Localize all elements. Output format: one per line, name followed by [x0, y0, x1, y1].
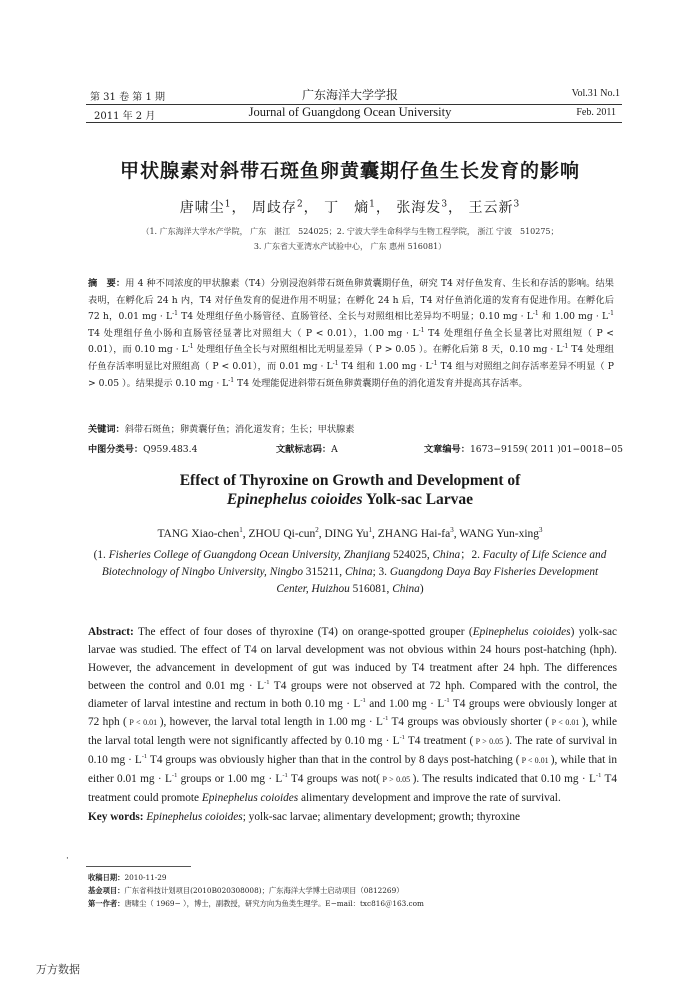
author-affil: 3	[441, 199, 449, 210]
species-name: Epinephelus coioides	[226, 491, 363, 508]
clc-label: 中图分类号：	[88, 444, 144, 455]
abstract-text: ), while the larval total length were not significantly affected by 0.10 mg · L	[88, 716, 618, 747]
abstract-text: The effect of four doses of thyroxine (T4) on orange-spotted grouper (	[133, 626, 473, 638]
unit-exponent: -1	[360, 697, 366, 705]
unit-exponent: -1	[532, 310, 539, 318]
affil-part: Fisheries College of Guangdong Ocean University, Zhanjiang	[108, 549, 391, 561]
unit-exponent: -1	[282, 772, 288, 780]
species-name: Epinephelus coioides	[472, 626, 571, 638]
author-sep: ,	[318, 527, 325, 540]
author-name: 唐啸尘	[179, 200, 225, 216]
affil-part: Faculty of Life Science and Biotechnology of Ningbo University, Ningbo	[101, 549, 607, 578]
author-name: DING Yu	[324, 527, 369, 540]
p-value: P < 0.01	[549, 718, 582, 727]
title-en-line2	[0, 490, 700, 509]
author-affil: 1	[224, 199, 232, 210]
abstract-text: ). The results indicated that 0.10 mg · L	[412, 773, 596, 785]
abstract-text: T4 处理组仔鱼全长显著比对照组短（ P < 0.01），而 0.10 mg · L	[88, 327, 614, 356]
abstract-text: alimentary development and improve the rate of survival.	[298, 792, 561, 804]
author-name: 张海发	[396, 200, 442, 216]
unit-exponent: -1	[228, 376, 235, 384]
unit-exponent: -1	[172, 310, 178, 318]
journal-title-cn: 广东海洋大学学报	[301, 88, 398, 102]
affil-part: China	[392, 583, 420, 595]
unit-exponent: -1	[141, 753, 148, 761]
article-number	[424, 441, 623, 455]
abstract-text: ), while that in either 0.01 mg · L	[88, 754, 618, 785]
abstract-text: T4 groups were not observed at 72 hph. Compared with the control, the diameter of larval intestine and rectum in both 0.10 mg · L	[88, 680, 618, 710]
footnote-text: 唐啸尘（ 1969− ），博士，副教授，研究方向为鱼类生理学。E−mail：txc816＠163.com	[124, 899, 424, 908]
unit-exponent: -1	[418, 326, 425, 334]
article-title-cn: 甲状腺素对斜带石斑鱼卵黄囊期仔鱼生长发育的影响	[119, 160, 580, 182]
affil-part: )	[419, 583, 424, 595]
affil-part: ; 3.	[372, 566, 390, 578]
p-value: P > 0.05	[473, 737, 506, 746]
abstract-text: T4 组与对照组之间存活率差异不明显（ P > 0.05 ）。结果提示 0.10 mg · L	[88, 360, 614, 389]
abstract-text: T4 处理组仔鱼小肠管径、直肠管径、全长与对照组相比差异均不明显；0.10 mg · L	[177, 311, 533, 323]
footnote-text: 广东省科技计划项目(2010B020308008)；广东海洋大学博士启动项目（0812269）	[124, 886, 404, 895]
keywords-label-en: Key words:	[88, 811, 144, 823]
abstract-text: T4 处理组仔鱼小肠和直肠管径显著比对照组大（ P < 0.01），1.00 mg · L	[88, 327, 419, 339]
unit-exponent: -1	[264, 679, 270, 687]
abstract-en	[88, 623, 617, 826]
footnote-label: 第一作者：	[88, 899, 125, 908]
author-affil: 3	[450, 526, 454, 534]
species-name: Epinephelus coioides	[201, 792, 299, 804]
unit-exponent: -1	[595, 772, 602, 780]
title-en-line1: Effect of Thyroxine on Growth and Development of	[179, 472, 521, 489]
author-affil: 2	[296, 199, 304, 210]
footnote-received	[88, 873, 167, 883]
author-sep: ,	[242, 527, 249, 540]
author-affil: 1	[369, 199, 376, 210]
author-affil: 3	[513, 199, 521, 210]
abstract-text: T4 groups was obviously shorter (	[388, 716, 550, 728]
abstract-text: ), however, the larval total length in 1.00 mg · L	[159, 716, 383, 728]
doc-code	[276, 441, 338, 455]
header-rule-bottom	[86, 122, 622, 123]
journal-title-en: Journal of Guangdong Ocean University	[248, 105, 452, 119]
affil-part: China	[344, 566, 373, 578]
author-sep: ,	[371, 527, 378, 540]
volume-issue: 第 31 卷 第 1 期	[90, 92, 165, 103]
author-affil: 2	[315, 526, 319, 534]
author-affil: 3	[539, 526, 543, 534]
affil-part: 315211,	[302, 566, 345, 578]
author-name: WANG Yun-xing	[459, 527, 540, 540]
abstract-text: and 1.00 mg · L	[365, 698, 445, 710]
unit-exponent: -1	[171, 772, 178, 780]
article-number-value: 1673−9159( 2011 )01−0018−05	[469, 444, 623, 455]
author-affil: 1	[368, 526, 372, 534]
clc-value: Q959.483.4	[143, 444, 198, 455]
unit-exponent: -1	[332, 359, 339, 367]
abstract-text: 和 1.00 mg · L	[538, 311, 609, 323]
publication-date-en: Feb. 2011	[576, 107, 616, 118]
abstract-text: T4 组和 1.00 mg · L	[338, 360, 432, 372]
footnote-label: 收稿日期：	[88, 873, 125, 882]
keywords-en	[88, 808, 617, 826]
keywords-label-cn: 关键词：	[88, 424, 125, 435]
footnote-rule	[86, 866, 191, 867]
watermark: 万方数据	[36, 963, 80, 976]
abstract-text: T4 处理组仔鱼存活率明显比对照组高（ P < 0.01），而 0.01 mg · L	[88, 344, 614, 372]
abstract-text: T4 treatment (	[404, 735, 474, 747]
affil-part: ；2.	[460, 549, 483, 561]
unit-exponent: -1	[431, 359, 438, 367]
abstract-label-cn: 摘 要：	[88, 278, 126, 289]
abstract-text: groups or 1.00 mg · L	[177, 773, 283, 785]
author-name: ZHANG Hai-fa	[377, 527, 451, 540]
volume-issue-en: Vol.31 No.1	[571, 88, 620, 99]
author-list-en	[0, 526, 700, 540]
affil-part: 524025,	[390, 549, 433, 561]
footnote-label: 基金项目：	[88, 886, 125, 895]
affil-part: (1.	[93, 549, 109, 561]
author-sep: ,	[453, 527, 460, 540]
abstract-text: T4 groups was obviously higher than that in the control by 8 days post-hatching (	[147, 754, 520, 766]
abstract-cn	[88, 276, 614, 392]
author-name: ZHOU Qi-cun	[248, 527, 316, 540]
author-name: 王云新	[468, 200, 514, 216]
abstract-text: T4 groups were obviously longer at 72 hph (	[88, 698, 617, 728]
author-affil: 1	[239, 526, 243, 534]
unit-exponent: -1	[608, 310, 614, 318]
unit-exponent: -1	[399, 734, 405, 742]
footnote-text: 2010-11-29	[124, 873, 167, 882]
unit-exponent: -1	[444, 697, 450, 705]
affiliation-cn-line2: 3. 广东省大亚湾水产试验中心， 广东 惠州 516081）	[253, 242, 447, 251]
author-name: 周歧存	[251, 200, 297, 216]
abstract-text: T4 groups was not(	[287, 773, 380, 785]
affil-part: 516081,	[349, 583, 393, 595]
affiliation-cn-line1: （1. 广东海洋大学水产学院， 广东 湛江 524025；2. 宁波大学生命科学与生物工程学院， 浙江 宁波 510275；	[141, 227, 559, 236]
author-list-cn: 唐啸尘$^1$， 周歧存$^2$， 丁 熵$^1$， 张海发$^3$， 王云新$^3$	[179, 199, 521, 216]
stray-mark: ·	[66, 854, 69, 864]
unit-exponent: -1	[382, 715, 389, 723]
doc-value: A	[331, 444, 338, 455]
affil-part: Guangdong Daya Bay Fisheries Development Center, Huizhou	[276, 566, 599, 595]
title-en-rest: Yolk-sac Larvae	[362, 491, 474, 508]
keywords-text-cn: 斜带石斑鱼；卵黄囊仔鱼；消化道发育；生长；甲状腺素	[124, 424, 355, 435]
article-title-en	[0, 471, 700, 509]
article-number-label: 文章编号：	[424, 444, 470, 455]
author-name: TANG Xiao-chen	[157, 527, 240, 540]
affiliation-en	[90, 547, 610, 598]
publication-date: 2011 年 2 月	[94, 111, 156, 122]
abstract-text: T4 treatment could promote	[88, 773, 618, 804]
doc-label: 文献标志码：	[276, 444, 332, 455]
p-value: P < 0.01	[519, 756, 551, 765]
author-name: 丁 熵	[324, 200, 370, 216]
abstract-text: T4 处理能促进斜带石斑鱼卵黄囊期仔鱼的消化道发育并提高其存活率。	[234, 377, 528, 389]
abstract-text: ) yolk-sac larvae was studied. The effect of T4 on larval development was not obvious within 24 hours post-hatching (hph). However, the advancement in development of gut was induced by T4 treatment after 24 hph. The differences between the control and 0.01 mg · L	[88, 626, 617, 692]
abstract-text: 用 4 种不同浓度的甲状腺素（T4）分别浸泡斜带石斑鱼卵黄囊期仔鱼，研究 T4 对仔鱼发育、生长和存活的影响。结果表明，在孵化后 24 h 内，T4 对仔鱼发育的促进作用不明显；在孵化 24 h 后，T4 对仔鱼消化道的发育有促进作用。在孵化后 72 h，0.01 mg · L	[88, 278, 614, 323]
affil-part: China	[432, 549, 461, 561]
p-value: P < 0.01	[126, 718, 160, 727]
species-name: Epinephelus coioides	[146, 811, 243, 823]
p-value: P > 0.05	[379, 775, 413, 784]
keywords-text-en: ; yolk-sac larvae; alimentary development; growth; thyroxine	[242, 811, 521, 823]
keywords-cn	[88, 421, 614, 435]
unit-exponent: -1	[187, 343, 194, 351]
abstract-text: ). The rate of survival in 0.10 mg · L	[88, 735, 617, 766]
footnote-author	[88, 899, 424, 909]
unit-exponent: -1	[562, 343, 569, 351]
footnote-fund	[88, 886, 404, 896]
abstract-text: 处理组仔鱼全长与对照组相比无明显差异（ P > 0.05 ）。在孵化后第 8 天，0.10 mg · L	[193, 344, 563, 356]
clc-number	[88, 441, 197, 455]
header-rule-top	[86, 104, 622, 105]
abstract-label-en: Abstract:	[88, 626, 134, 638]
